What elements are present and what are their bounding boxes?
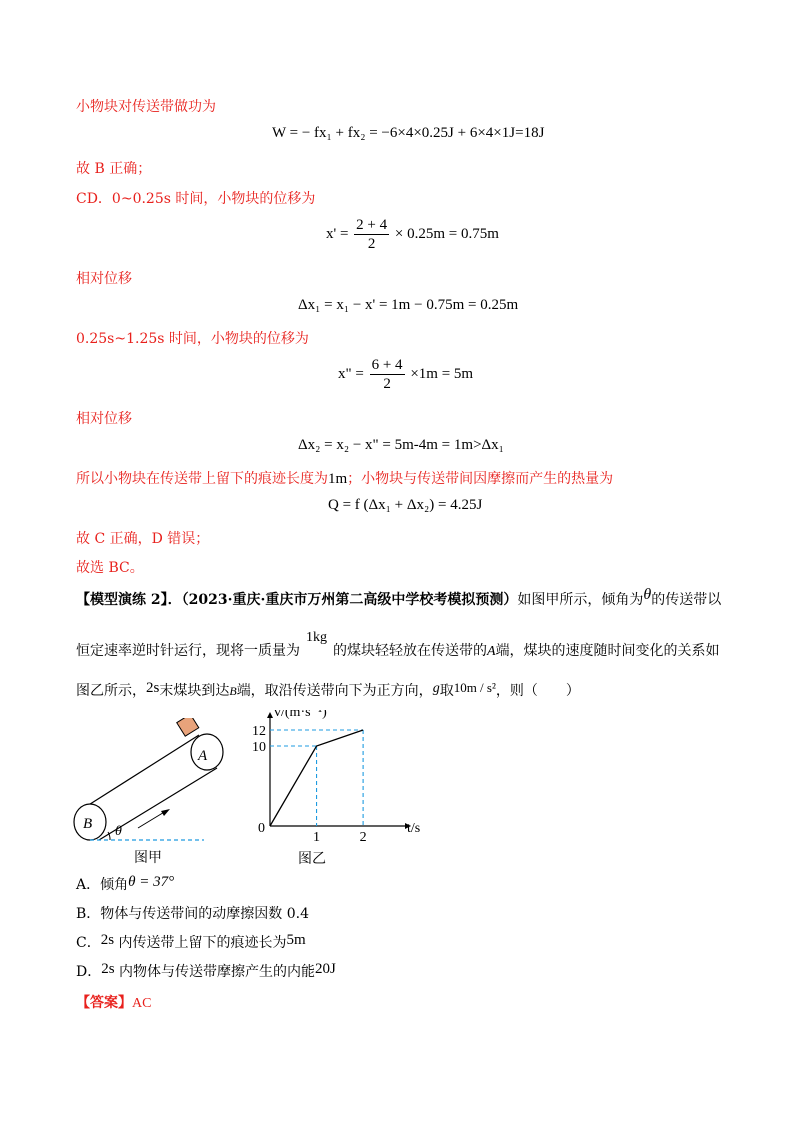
- choose-answer: 故选 BC。: [76, 560, 144, 576]
- option-b-text: 物体与传送带间的动摩擦因数 0.4: [100, 906, 310, 922]
- problem-source: ．（2023·重庆·重庆市万州第二高级中学校考模拟预测）: [167, 592, 518, 608]
- option-c-label: C．: [76, 935, 101, 951]
- figure-b-caption: 图乙: [298, 851, 326, 867]
- arrow-head: [161, 809, 170, 816]
- problem-line1-tail: 的传送带以: [651, 592, 722, 608]
- option-a-label: A．: [76, 877, 101, 893]
- figure-conveyor: [66, 718, 236, 868]
- option-a-math: θ = 37°: [128, 874, 175, 890]
- problem-line-1: [76, 586, 722, 609]
- equation-x1-lhs: x' =: [326, 225, 349, 242]
- equation-dx1: Δx₁ = x₁ − x' = 1m − 0.75m = 0.25m: [298, 297, 519, 313]
- g-symbol: g: [432, 681, 440, 696]
- y-axis-label: v/(m·s⁻¹): [274, 710, 327, 720]
- option-b[interactable]: [76, 905, 309, 923]
- option-d-pre: 2s: [101, 961, 115, 977]
- belt-top-edge: [87, 735, 199, 806]
- equation-heat: Q = f (Δx₁ + Δx₂) = 4.25J: [328, 497, 483, 513]
- guide-lines: [270, 730, 363, 826]
- problem-line3-c: 端，取沿传送带向下为正方向，: [236, 683, 433, 699]
- problem-line2-c: 端，煤块的速度随时间变化的关系如: [495, 643, 720, 659]
- problem-line2-b: 的煤块轻轻放在传送带的: [333, 643, 487, 659]
- problem-line3-b: 末煤块到达: [159, 683, 230, 699]
- x-axis-label: t/s: [407, 821, 420, 836]
- tick-labels: [252, 724, 367, 845]
- equation-x1: [326, 216, 499, 253]
- x-tick-label: 1: [313, 830, 321, 845]
- equation-x1-rhs: × 0.25m = 0.75m: [394, 225, 499, 242]
- cd-intro: CD．0~0.25s 时间，小物块的位移为: [76, 191, 316, 207]
- label-a: A: [198, 748, 208, 764]
- equation-x2-rhs: ×1m = 5m: [410, 365, 474, 382]
- relative-displacement-label-1: 相对位移: [76, 271, 132, 287]
- equation-x2: [338, 356, 473, 393]
- trace-part1: 所以小物块在传送带上留下的痕迹长度为: [76, 471, 328, 487]
- b-correct: 故 B 正确；: [76, 161, 152, 177]
- coal-block: [177, 718, 199, 736]
- answer-tag: 【答案】: [76, 995, 132, 1011]
- problem-tag: 【模型演练 2】: [76, 592, 168, 608]
- equation-x2-num: 6 + 4: [371, 357, 403, 373]
- option-d[interactable]: [76, 963, 336, 981]
- y-tick-label: 12: [252, 724, 266, 739]
- option-b-label: B．: [76, 906, 101, 922]
- origin-label: 0: [258, 821, 265, 836]
- trace-part2: ；小物块与传送带间因摩擦而产生的热量为: [347, 471, 614, 487]
- equation-x2-den: 2: [383, 376, 391, 392]
- problem-line3-a: 图乙所示，: [76, 683, 146, 699]
- problem-line3-e: ，则（ ）: [495, 683, 580, 699]
- option-d-text: 内物体与传送带摩擦产生的内能: [114, 964, 316, 980]
- option-c-math: 5m: [286, 932, 306, 948]
- option-d-math: 20J: [315, 961, 336, 977]
- point-a-label: A: [487, 644, 496, 659]
- figure-a-caption: 图甲: [134, 850, 162, 866]
- trace-value: 1m: [328, 471, 348, 487]
- problem-line3-d: 取: [439, 683, 454, 699]
- label-theta: θ: [115, 824, 122, 839]
- point-b-label: B: [229, 684, 237, 698]
- x-tick-label: 2: [359, 830, 367, 845]
- equation-x1-den: 2: [367, 236, 376, 252]
- vt-chart: [250, 710, 420, 870]
- time-2s: 2s: [146, 680, 160, 696]
- answer-line: [76, 994, 151, 1013]
- y-axis-arrowhead: [267, 712, 273, 718]
- option-a-text: 倾角: [100, 877, 129, 893]
- mass-value: 1kg: [306, 630, 327, 645]
- option-c-pre: 2s: [100, 932, 115, 948]
- trace-length-sentence: [76, 470, 613, 488]
- option-a[interactable]: [76, 876, 174, 894]
- problem-line2-a: 恒定速率逆时针运行，现将一质量为: [76, 643, 300, 659]
- c-correct: 故 C 正确，D 错误；: [76, 531, 210, 547]
- label-b: B: [83, 816, 93, 832]
- equation-x1-num: 2 + 4: [356, 217, 388, 233]
- work-intro: 小物块对传送带做功为: [76, 99, 216, 115]
- option-c[interactable]: [76, 934, 306, 952]
- equation-x2-lhs: x" =: [338, 365, 364, 382]
- y-tick-label: 10: [252, 740, 266, 755]
- relative-displacement-label-2: 相对位移: [76, 411, 132, 427]
- second-interval-intro: 0.25s~1.25s 时间，小物块的位移为: [76, 331, 309, 347]
- equation-dx2: Δx₂ = x₂ − x" = 5m-4m = 1m>Δx₁: [298, 437, 504, 453]
- conveyor-diagram: [66, 718, 236, 868]
- problem-line1-text: 如图甲所示，倾角为: [517, 592, 644, 608]
- figure-vt-graph: [250, 710, 420, 870]
- theta-symbol: θ: [643, 586, 652, 603]
- answer-value: AC: [132, 996, 152, 1011]
- problem-line-2: [76, 630, 720, 661]
- g-value: 10m / s²: [453, 680, 496, 695]
- option-d-label: D．: [76, 964, 102, 980]
- problem-line-3: [76, 682, 580, 701]
- equation-work: W = − fx₁ + fx₂ = −6×4×0.25J + 6×4×1J=18J: [272, 125, 545, 141]
- option-c-text: 内传送带上留下的痕迹长为: [114, 935, 287, 951]
